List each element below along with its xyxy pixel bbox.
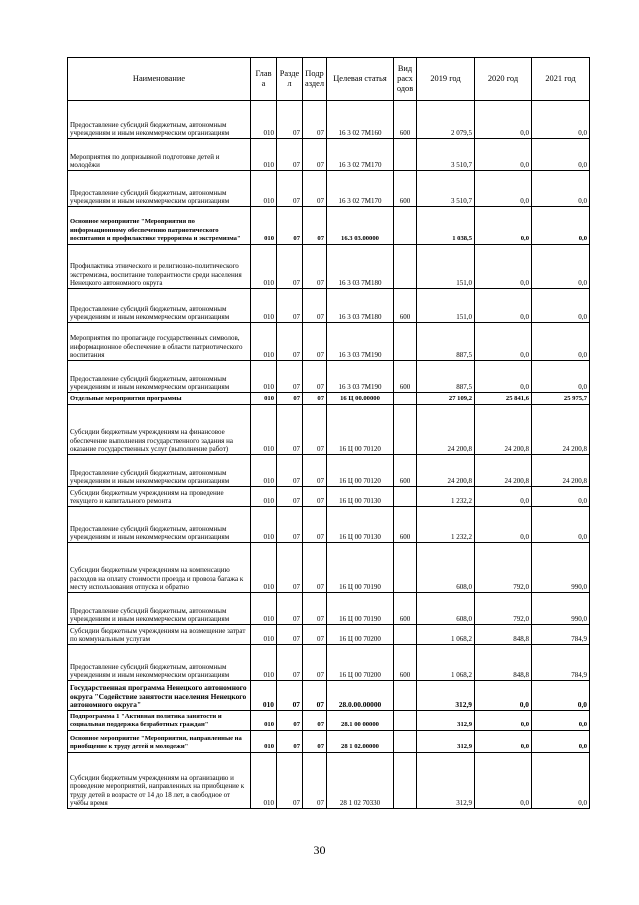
row-v2020: 792,0 bbox=[475, 543, 532, 593]
row-name: Субсидии бюджетным учреждениям на компенсацию расходов на оплату стоимости проезда и провоза багажа к месту использования отпуска и обратно bbox=[68, 543, 251, 593]
row-gl: 010 bbox=[251, 731, 277, 753]
row-rz: 07 bbox=[277, 507, 303, 543]
row-v2019: 312,9 bbox=[417, 681, 475, 711]
table-row bbox=[68, 393, 590, 405]
row-rz: 07 bbox=[277, 101, 303, 139]
table-row bbox=[68, 455, 590, 487]
row-v2020: 0,0 bbox=[475, 731, 532, 753]
row-vr bbox=[394, 323, 417, 361]
row-rz: 07 bbox=[277, 207, 303, 245]
row-pr: 07 bbox=[303, 711, 327, 731]
row-vr bbox=[394, 207, 417, 245]
row-pr: 07 bbox=[303, 405, 327, 455]
table-row bbox=[68, 681, 590, 711]
table-row bbox=[68, 139, 590, 171]
row-v2019: 608,0 bbox=[417, 543, 475, 593]
row-vr: 600 bbox=[394, 101, 417, 139]
row-v2021: 24 200,8 bbox=[532, 455, 590, 487]
row-v2021: 0,0 bbox=[532, 487, 590, 507]
row-name: Предоставление субсидий бюджетным, автономным учреждениям и иным некоммерческим организациям bbox=[68, 455, 251, 487]
row-cs: 16 3 03 7М190 bbox=[327, 361, 394, 393]
row-vr bbox=[394, 245, 417, 289]
row-v2019: 1 068,2 bbox=[417, 645, 475, 681]
row-rz: 07 bbox=[277, 361, 303, 393]
row-vr bbox=[394, 487, 417, 507]
row-name: Предоставление субсидий бюджетным, автономным учреждениям и иным некоммерческим организациям bbox=[68, 361, 251, 393]
row-vr: 600 bbox=[394, 645, 417, 681]
row-cs: 16 Ц 00.00000 bbox=[327, 393, 394, 405]
table-row bbox=[68, 207, 590, 245]
row-rz: 07 bbox=[277, 139, 303, 171]
row-rz: 07 bbox=[277, 625, 303, 645]
row-name: Мероприятия по допризывной подготовке детей и молодёжи bbox=[68, 139, 251, 171]
row-pr: 07 bbox=[303, 289, 327, 323]
table-row bbox=[68, 593, 590, 625]
row-v2019: 1 038,5 bbox=[417, 207, 475, 245]
row-cs: 16 3 02 7М170 bbox=[327, 171, 394, 207]
row-v2019: 24 200,8 bbox=[417, 455, 475, 487]
row-v2020: 0,0 bbox=[475, 507, 532, 543]
row-pr: 07 bbox=[303, 487, 327, 507]
header-chapter: Глав а bbox=[251, 58, 277, 101]
row-v2019: 608,0 bbox=[417, 593, 475, 625]
row-vr: 600 bbox=[394, 289, 417, 323]
row-v2021: 0,0 bbox=[532, 139, 590, 171]
row-gl: 010 bbox=[251, 507, 277, 543]
row-vr: 600 bbox=[394, 171, 417, 207]
row-pr: 07 bbox=[303, 171, 327, 207]
table-row bbox=[68, 245, 590, 289]
row-pr: 07 bbox=[303, 245, 327, 289]
table-row bbox=[68, 101, 590, 139]
row-gl: 010 bbox=[251, 361, 277, 393]
row-v2019: 24 200,8 bbox=[417, 405, 475, 455]
row-v2020: 0,0 bbox=[475, 207, 532, 245]
row-rz: 07 bbox=[277, 323, 303, 361]
row-rz: 07 bbox=[277, 753, 303, 809]
row-v2019: 887,5 bbox=[417, 361, 475, 393]
row-gl: 010 bbox=[251, 625, 277, 645]
row-pr: 07 bbox=[303, 361, 327, 393]
row-v2020: 0,0 bbox=[475, 245, 532, 289]
row-gl: 010 bbox=[251, 245, 277, 289]
row-pr: 07 bbox=[303, 139, 327, 171]
row-cs: 28 1 02 70330 bbox=[327, 753, 394, 809]
row-pr: 07 bbox=[303, 507, 327, 543]
row-rz: 07 bbox=[277, 543, 303, 593]
row-cs: 16 3 02 7М170 bbox=[327, 139, 394, 171]
row-cs: 16 Ц 00 70200 bbox=[327, 645, 394, 681]
row-gl: 010 bbox=[251, 139, 277, 171]
header-2019: 2019 год bbox=[417, 58, 475, 101]
row-v2019: 312,9 bbox=[417, 753, 475, 809]
row-vr bbox=[394, 711, 417, 731]
row-pr: 07 bbox=[303, 455, 327, 487]
row-name: Отдельные мероприятия программы bbox=[68, 393, 251, 405]
table-row bbox=[68, 645, 590, 681]
row-v2020: 0,0 bbox=[475, 171, 532, 207]
header-section: Разде л bbox=[277, 58, 303, 101]
row-vr bbox=[394, 405, 417, 455]
row-cs: 16 Ц 00 70190 bbox=[327, 593, 394, 625]
row-vr bbox=[394, 681, 417, 711]
row-name: Субсидии бюджетным учреждениям на финансовое обеспечение выполнения государственного задания на оказание государственных услуг (выполнение работ) bbox=[68, 405, 251, 455]
row-gl: 010 bbox=[251, 171, 277, 207]
table-row bbox=[68, 625, 590, 645]
row-v2021: 0,0 bbox=[532, 753, 590, 809]
row-pr: 07 bbox=[303, 593, 327, 625]
header-target: Целевая статья bbox=[327, 58, 394, 101]
row-pr: 07 bbox=[303, 753, 327, 809]
row-v2019: 312,9 bbox=[417, 731, 475, 753]
row-v2020: 848,8 bbox=[475, 645, 532, 681]
row-v2019: 151,0 bbox=[417, 289, 475, 323]
row-v2020: 0,0 bbox=[475, 681, 532, 711]
row-v2020: 0,0 bbox=[475, 289, 532, 323]
row-rz: 07 bbox=[277, 405, 303, 455]
row-name: Подпрограмма 1 "Активная политика занятости и социальная поддержка безработных граждан" bbox=[68, 711, 251, 731]
row-name: Субсидии бюджетным учреждениям на организацию и проведение мероприятий, направленных на приобщение к труду детей в возрасте от 14 до 18 лет, в свободное от учёбы время bbox=[68, 753, 251, 809]
row-v2021: 0,0 bbox=[532, 711, 590, 731]
row-pr: 07 bbox=[303, 207, 327, 245]
row-cs: 16 Ц 00 70130 bbox=[327, 487, 394, 507]
row-cs: 16 Ц 00 70190 bbox=[327, 543, 394, 593]
row-rz: 07 bbox=[277, 393, 303, 405]
row-v2021: 0,0 bbox=[532, 207, 590, 245]
row-cs: 16 Ц 00 70120 bbox=[327, 405, 394, 455]
row-cs: 16 3 03 7М180 bbox=[327, 245, 394, 289]
header-2021: 2021 год bbox=[532, 58, 590, 101]
table-row bbox=[68, 361, 590, 393]
row-cs: 16 Ц 00 70200 bbox=[327, 625, 394, 645]
table-row bbox=[68, 731, 590, 753]
table-body bbox=[68, 101, 590, 809]
table-row bbox=[68, 323, 590, 361]
row-rz: 07 bbox=[277, 731, 303, 753]
row-vr bbox=[394, 139, 417, 171]
row-v2020: 25 841,6 bbox=[475, 393, 532, 405]
row-name: Основное мероприятие "Мероприятия, направленные на приобщение к труду детей и молодежи" bbox=[68, 731, 251, 753]
row-v2019: 1 232,2 bbox=[417, 507, 475, 543]
table-row bbox=[68, 405, 590, 455]
row-pr: 07 bbox=[303, 681, 327, 711]
budget-table bbox=[67, 57, 590, 809]
row-vr bbox=[394, 753, 417, 809]
table-row bbox=[68, 507, 590, 543]
row-v2019: 3 510,7 bbox=[417, 139, 475, 171]
header-subsection: Подр аздел bbox=[303, 58, 327, 101]
row-name: Профилактика этнического и религиозно-политического экстремизма, воспитание толерантности среди населения Ненецкого автономного округа bbox=[68, 245, 251, 289]
row-name: Предоставление субсидий бюджетным, автономным учреждениям и иным некоммерческим организациям bbox=[68, 101, 251, 139]
row-rz: 07 bbox=[277, 681, 303, 711]
row-v2020: 0,0 bbox=[475, 101, 532, 139]
row-rz: 07 bbox=[277, 645, 303, 681]
row-vr bbox=[394, 393, 417, 405]
row-v2021: 0,0 bbox=[532, 101, 590, 139]
row-vr: 600 bbox=[394, 361, 417, 393]
row-v2021: 25 975,7 bbox=[532, 393, 590, 405]
row-v2019: 1 232,2 bbox=[417, 487, 475, 507]
row-v2020: 0,0 bbox=[475, 139, 532, 171]
row-v2020: 0,0 bbox=[475, 487, 532, 507]
row-rz: 07 bbox=[277, 245, 303, 289]
row-pr: 07 bbox=[303, 543, 327, 593]
row-v2021: 0,0 bbox=[532, 731, 590, 753]
row-vr bbox=[394, 731, 417, 753]
row-cs: 16 Ц 00 70120 bbox=[327, 455, 394, 487]
row-v2021: 990,0 bbox=[532, 543, 590, 593]
row-cs: 16 Ц 00 70130 bbox=[327, 507, 394, 543]
row-gl: 010 bbox=[251, 101, 277, 139]
row-gl: 010 bbox=[251, 681, 277, 711]
row-cs: 28 1 02.00000 bbox=[327, 731, 394, 753]
row-gl: 010 bbox=[251, 543, 277, 593]
row-v2020: 24 200,8 bbox=[475, 405, 532, 455]
row-pr: 07 bbox=[303, 731, 327, 753]
row-vr: 600 bbox=[394, 593, 417, 625]
row-gl: 010 bbox=[251, 753, 277, 809]
row-vr: 600 bbox=[394, 507, 417, 543]
table-row bbox=[68, 753, 590, 809]
row-pr: 07 bbox=[303, 393, 327, 405]
row-v2021: 0,0 bbox=[532, 681, 590, 711]
row-name: Основное мероприятие "Мероприятия по информационному обеспечению патриотического воспитания и профилактике терроризма и экстремизма" bbox=[68, 207, 251, 245]
row-rz: 07 bbox=[277, 487, 303, 507]
row-vr: 600 bbox=[394, 455, 417, 487]
row-pr: 07 bbox=[303, 645, 327, 681]
row-v2021: 24 200,8 bbox=[532, 405, 590, 455]
row-cs: 28.1 00 00000 bbox=[327, 711, 394, 731]
table-row bbox=[68, 289, 590, 323]
table-row bbox=[68, 487, 590, 507]
row-name: Государственная программа Ненецкого автономного округа "Содействие занятости населения Ненецкого автономного округа" bbox=[68, 681, 251, 711]
row-v2021: 0,0 bbox=[532, 171, 590, 207]
row-name: Предоставление субсидий бюджетным, автономным учреждениям и иным некоммерческим организациям bbox=[68, 507, 251, 543]
row-gl: 010 bbox=[251, 323, 277, 361]
row-pr: 07 bbox=[303, 101, 327, 139]
row-gl: 010 bbox=[251, 645, 277, 681]
row-gl: 010 bbox=[251, 405, 277, 455]
table-header-row bbox=[68, 58, 590, 101]
row-cs: 28.0.00.00000 bbox=[327, 681, 394, 711]
row-v2019: 312,9 bbox=[417, 711, 475, 731]
row-name: Субсидии бюджетным учреждениям на возмещение затрат по коммунальным услугам bbox=[68, 625, 251, 645]
row-rz: 07 bbox=[277, 289, 303, 323]
row-v2019: 2 079,5 bbox=[417, 101, 475, 139]
row-v2020: 0,0 bbox=[475, 711, 532, 731]
table-row bbox=[68, 171, 590, 207]
table-row bbox=[68, 543, 590, 593]
row-cs: 16 3 02 7М160 bbox=[327, 101, 394, 139]
header-2020: 2020 год bbox=[475, 58, 532, 101]
row-gl: 010 bbox=[251, 455, 277, 487]
row-v2021: 990,0 bbox=[532, 593, 590, 625]
row-v2019: 1 068,2 bbox=[417, 625, 475, 645]
row-pr: 07 bbox=[303, 323, 327, 361]
row-v2021: 0,0 bbox=[532, 245, 590, 289]
table-row bbox=[68, 711, 590, 731]
row-v2021: 784,9 bbox=[532, 645, 590, 681]
row-cs: 16 3 03 7М190 bbox=[327, 323, 394, 361]
row-name: Предоставление субсидий бюджетным, автономным учреждениям и иным некоммерческим организациям bbox=[68, 289, 251, 323]
row-pr: 07 bbox=[303, 625, 327, 645]
row-vr bbox=[394, 625, 417, 645]
row-v2021: 0,0 bbox=[532, 289, 590, 323]
row-v2020: 0,0 bbox=[475, 753, 532, 809]
row-gl: 010 bbox=[251, 207, 277, 245]
header-expense-type: Вид расх одов bbox=[394, 58, 417, 101]
row-vr bbox=[394, 543, 417, 593]
row-v2021: 784,9 bbox=[532, 625, 590, 645]
row-v2020: 792,0 bbox=[475, 593, 532, 625]
row-rz: 07 bbox=[277, 455, 303, 487]
row-v2019: 27 109,2 bbox=[417, 393, 475, 405]
row-name: Мероприятия по пропаганде государственных символов, информационное обеспечение в области патриотического воспитания bbox=[68, 323, 251, 361]
row-rz: 07 bbox=[277, 711, 303, 731]
header-name: Наименование bbox=[68, 58, 251, 101]
row-gl: 010 bbox=[251, 593, 277, 625]
row-gl: 010 bbox=[251, 393, 277, 405]
page-number: 30 bbox=[313, 843, 326, 857]
row-v2020: 0,0 bbox=[475, 361, 532, 393]
row-name: Субсидии бюджетным учреждениям на проведение текущего и капитального ремонта bbox=[68, 487, 251, 507]
row-cs: 16.3 03.00000 bbox=[327, 207, 394, 245]
row-v2019: 887,5 bbox=[417, 323, 475, 361]
row-rz: 07 bbox=[277, 171, 303, 207]
row-v2019: 3 510,7 bbox=[417, 171, 475, 207]
row-v2019: 151,0 bbox=[417, 245, 475, 289]
row-gl: 010 bbox=[251, 711, 277, 731]
row-v2021: 0,0 bbox=[532, 323, 590, 361]
row-v2020: 848,8 bbox=[475, 625, 532, 645]
row-v2020: 24 200,8 bbox=[475, 455, 532, 487]
row-name: Предоставление субсидий бюджетным, автономным учреждениям и иным некоммерческим организациям bbox=[68, 171, 251, 207]
row-gl: 010 bbox=[251, 289, 277, 323]
row-v2021: 0,0 bbox=[532, 507, 590, 543]
row-rz: 07 bbox=[277, 593, 303, 625]
row-name: Предоставление субсидий бюджетным, автономным учреждениям и иным некоммерческим организациям bbox=[68, 593, 251, 625]
row-gl: 010 bbox=[251, 487, 277, 507]
row-v2021: 0,0 bbox=[532, 361, 590, 393]
row-name: Предоставление субсидий бюджетным, автономным учреждениям и иным некоммерческим организациям bbox=[68, 645, 251, 681]
row-cs: 16 3 03 7М180 bbox=[327, 289, 394, 323]
row-v2020: 0,0 bbox=[475, 323, 532, 361]
